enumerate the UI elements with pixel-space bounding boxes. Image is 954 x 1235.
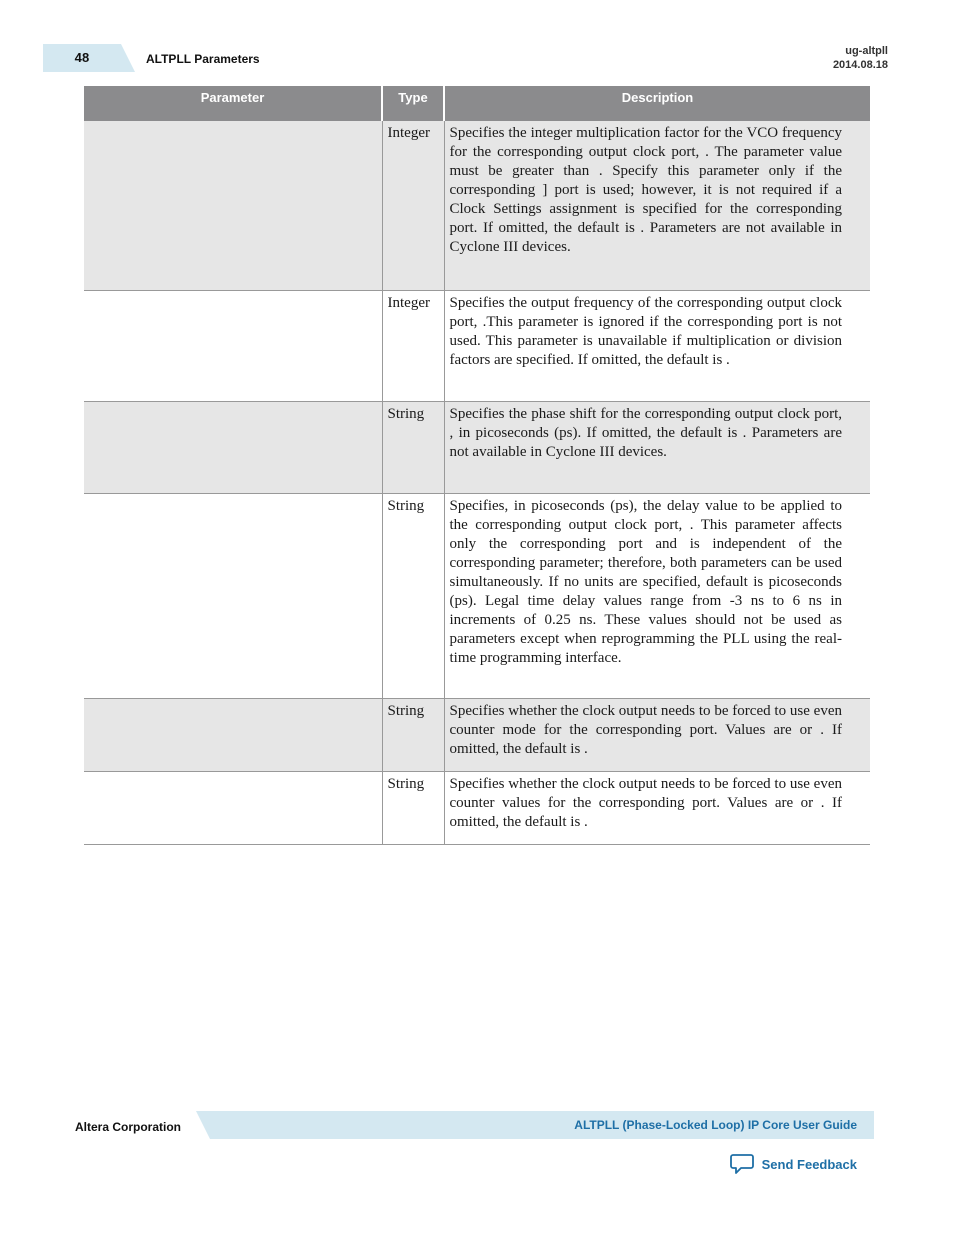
table-header-row: [84, 86, 870, 121]
page-number: 48: [74, 50, 90, 65]
table-row: [84, 290, 870, 401]
section-title: ALTPLL Parameters: [146, 52, 260, 66]
type-cell: Integer: [382, 121, 444, 290]
parameter-cell: [84, 771, 382, 844]
guide-title-link[interactable]: ALTPLL (Phase-Locked Loop) IP Core User Guide: [574, 1118, 857, 1132]
description-cell: Specifies whether the clock output needs to be forced to use even counter mode for the corresponding port. Values are or . If omitted, the default is .: [444, 698, 870, 771]
type-cell: String: [382, 771, 444, 844]
company-name: Altera Corporation: [75, 1120, 182, 1134]
description-cell: Specifies the integer multiplication factor for the VCO frequency for the corresponding output clock port, . The parameter value must be greater than . Specify this parameter only if the corresponding ] port is used; however, it is not required if a Clock Settings assignment is specified for the corresponding port. If omitted, the default is . Parameters are not available in Cyclone III devices.: [444, 121, 870, 290]
type-cell: String: [382, 698, 444, 771]
table-row: [84, 771, 870, 844]
parameters-table: [84, 86, 870, 845]
type-cell: String: [382, 401, 444, 493]
description-cell: Specifies the output frequency of the corresponding output clock port, .This parameter is ignored if the corresponding port is not used. This parameter is unavailable if multiplication or division factors are specified. If omitted, the default is .: [444, 290, 870, 401]
table-row: [84, 121, 870, 290]
send-feedback-label: Send Feedback: [761, 1156, 857, 1172]
document-id: ug-altpll: [845, 45, 888, 57]
column-header-description: Description: [444, 86, 870, 121]
table-row: [84, 401, 870, 493]
column-header-parameter: Parameter: [84, 86, 382, 121]
description-cell: Specifies whether the clock output needs to be forced to use even counter values for the corresponding port. Values are or . If omitted, the default is .: [444, 771, 870, 844]
parameter-cell: [84, 401, 382, 493]
document-date: 2014.08.18: [832, 59, 888, 71]
description-cell: Specifies the phase shift for the corresponding output clock port, , in picoseconds (ps). If omitted, the default is . Parameters are not available in Cyclone III devices.: [444, 401, 870, 493]
document-meta: [833, 44, 888, 72]
column-header-type: Type: [382, 86, 444, 121]
parameter-cell: [84, 493, 382, 698]
parameter-cell: [84, 290, 382, 401]
type-cell: Integer: [382, 290, 444, 401]
parameter-cell: [84, 121, 382, 290]
table-row: [84, 493, 870, 698]
parameter-cell: [84, 698, 382, 771]
feedback-icon: [730, 1153, 754, 1175]
table-row: [84, 698, 870, 771]
send-feedback-link[interactable]: [730, 1153, 857, 1175]
type-cell: String: [382, 493, 444, 698]
description-cell: Specifies, in picoseconds (ps), the delay value to be applied to the corresponding output clock port, . This parameter affects only the corresponding port and is independent of the corresponding parameter; therefore, both parameters can be used simultaneously. If no units are specified, default is picoseconds (ps). Legal time delay values range from -3 ns to 6 ns in increments of 0.25 ns. These values should not be used as parameters except when reprogramming the PLL using the real-time programming interface.: [444, 493, 870, 698]
